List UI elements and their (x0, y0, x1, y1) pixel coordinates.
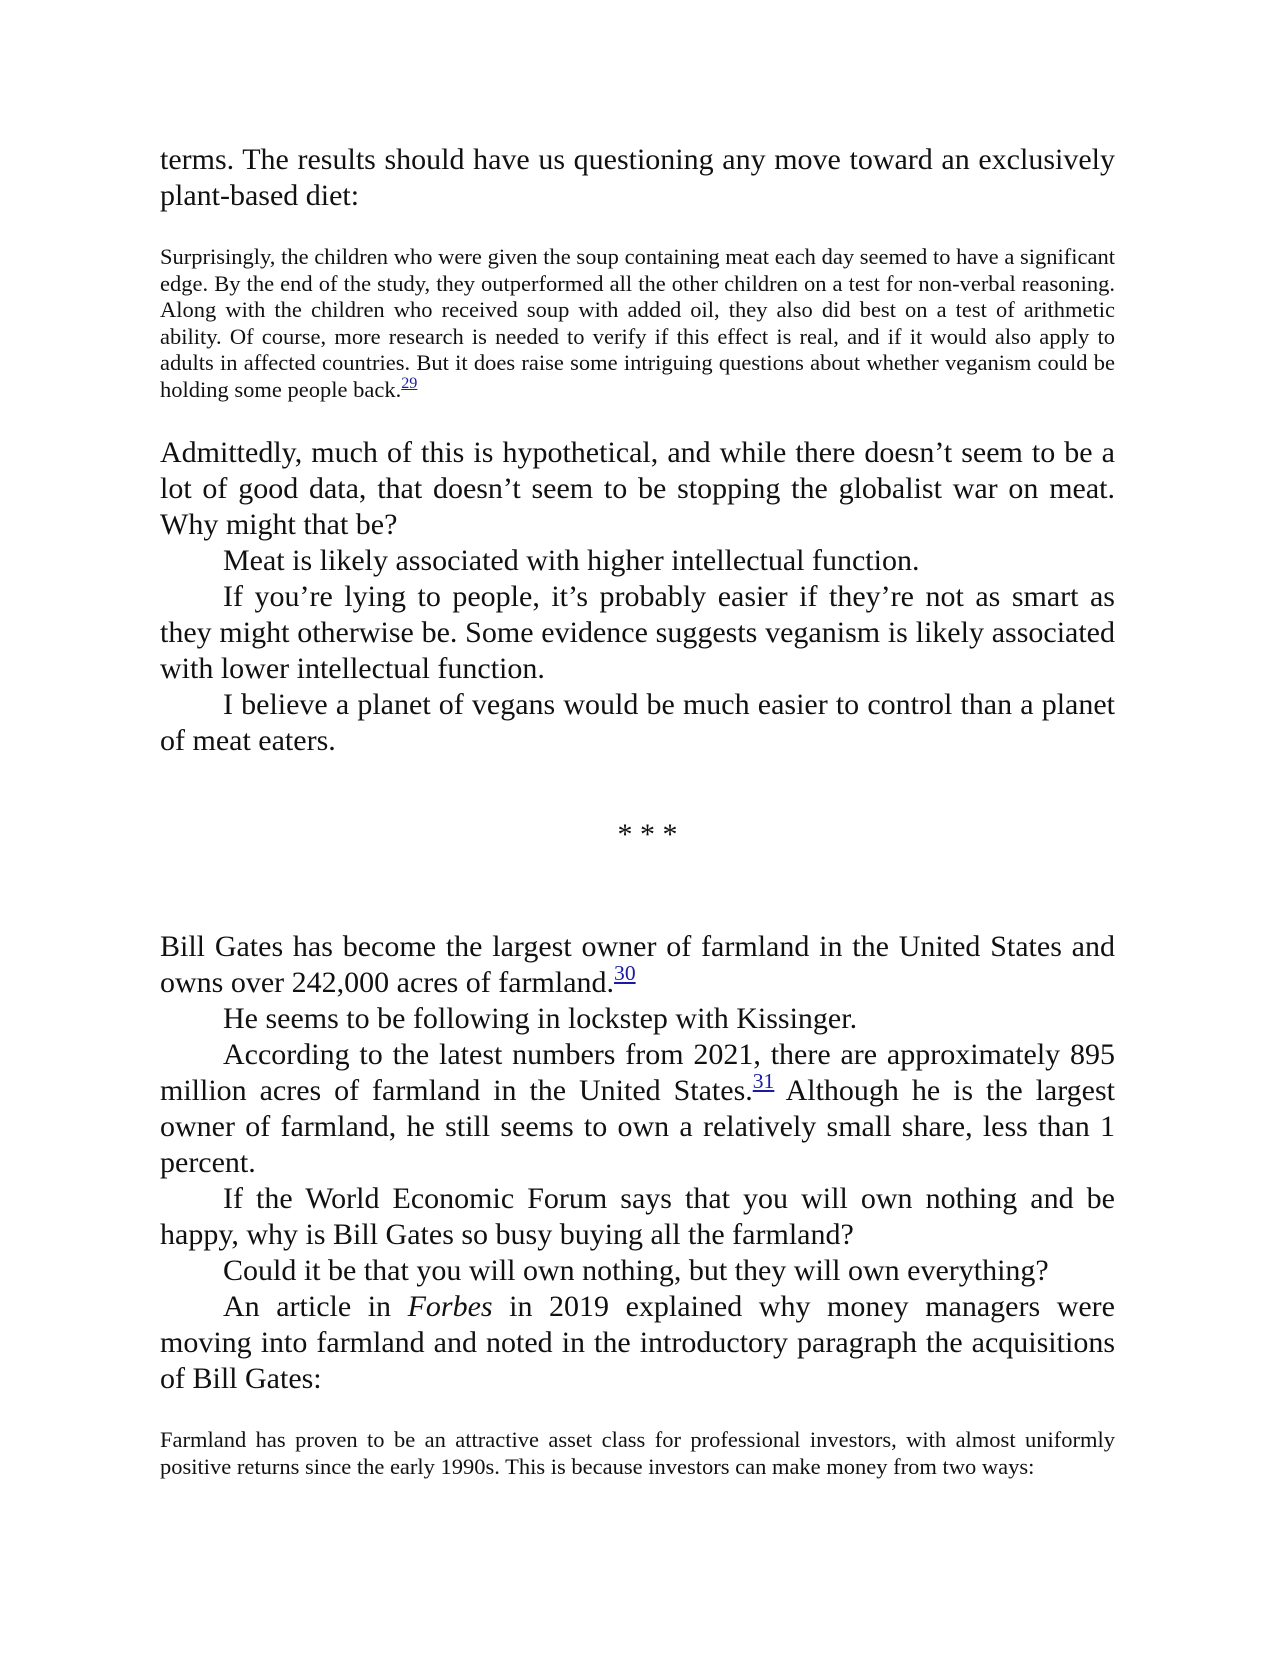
paragraph-text: According to the latest numbers from 2021, there are approximately 895 million acres of farmland in the United States. (160, 1038, 1115, 1107)
paragraph (160, 929, 1115, 1001)
block-quote: Farmland has proven to be an attractive asset class for professional investors, with almost uniformly positive returns since the early 1990s. This is because investors can make money from two ways: (160, 1427, 1115, 1479)
paragraph (160, 1289, 1115, 1397)
paragraph: If the World Economic Forum says that you will own nothing and be happy, why is Bill Gates so busy buying all the farmland? (160, 1182, 1115, 1251)
paragraph-text: An article in (223, 1290, 408, 1323)
footnote-link-30[interactable]: 30 (614, 961, 636, 986)
book-page (160, 0, 1115, 1480)
block-quote (160, 244, 1115, 403)
paragraph: Meat is likely associated with higher intellectual function. (223, 544, 920, 577)
paragraph: He seems to be following in lockstep with Kissinger. (223, 1002, 858, 1035)
paragraph-text: Bill Gates has become the largest owner of farmland in the United States and owns over 242,000 acres of farmland. (160, 930, 1115, 999)
paragraph-text: Although he is the largest owner of farmland, he still seems to own a relatively small share, less than 1 percent. (160, 1074, 1115, 1179)
paragraph: Admittedly, much of this is hypothetical, and while there doesn’t seem to be a lot of good data, that doesn’t seem to be stopping the globalist war on meat. Why might that be? (160, 436, 1115, 541)
paragraph: terms. The results should have us questioning any move toward an exclusively plant-based diet: (160, 143, 1115, 212)
paragraph: If you’re lying to people, it’s probably easier if they’re not as smart as they might otherwise be. Some evidence suggests veganism is likely associated with lower intellectual function. (160, 580, 1115, 685)
footnote-link-31[interactable]: 31 (752, 1069, 775, 1094)
footnote-link-29[interactable]: 29 (401, 373, 418, 392)
publication-title: Forbes (407, 1290, 493, 1323)
paragraph: Could it be that you will own nothing, but they will own everything? (223, 1254, 1049, 1287)
paragraph (160, 1037, 1115, 1181)
section-separator: * * * (617, 818, 678, 851)
paragraph-text: in 2019 explained why money managers were moving into farmland and noted in the introductory paragraph the acquisitions of Bill Gates: (160, 1290, 1115, 1395)
paragraph: I believe a planet of vegans would be much easier to control than a planet of meat eaters. (160, 688, 1115, 757)
block-quote-text: Surprisingly, the children who were given the soup containing meat each day seemed to have a significant edge. By the end of the study, they outperformed all the other children on a test for non-verbal reasoning. Along with the children who received soup with added oil, they also did best on a test of arithmetic ability. Of course, more research is needed to verify if this effect is real, and if it would also apply to adults in affected countries. But it does raise some intriguing questions about whether veganism could be holding some people back. (160, 244, 1115, 402)
